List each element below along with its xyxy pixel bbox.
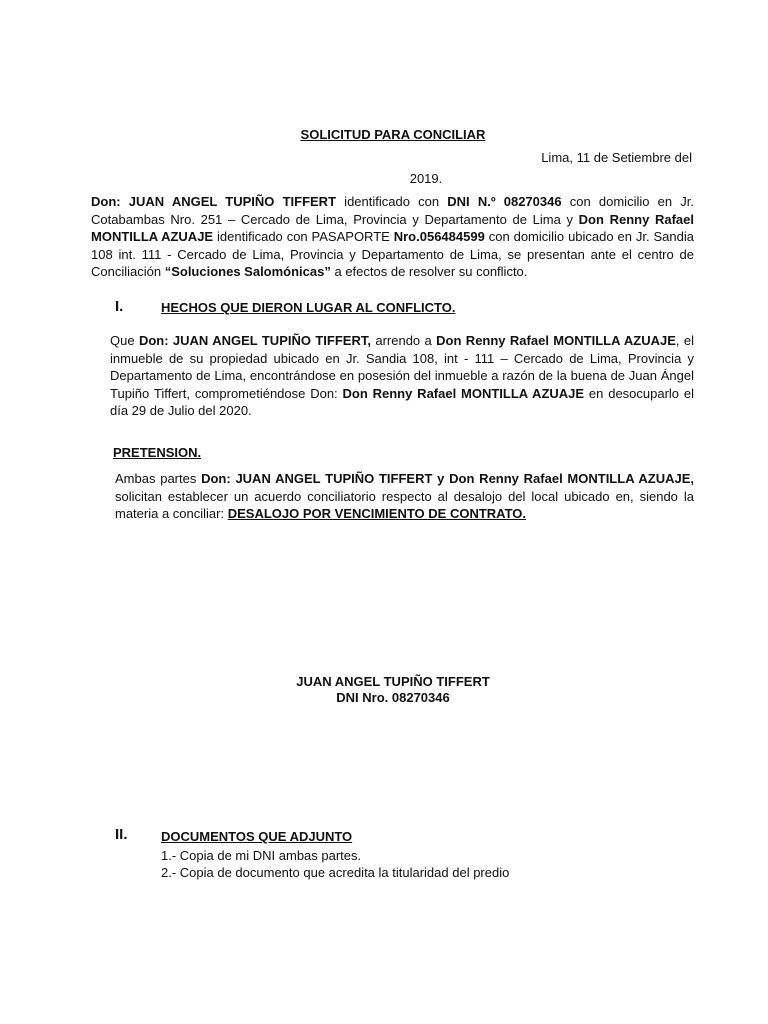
pretension-paragraph [115, 470, 694, 523]
section-1-heading: HECHOS QUE DIERON LUGAR AL CONFLICTO. [161, 300, 456, 315]
pretension-heading: PRETENSION. [113, 445, 202, 460]
facts-text: , el inmueble de su propiedad ubicado en Jr. Sandia 108, int - 111 – Cercado de Lima, Provincia y Departamento de Lima, encontrándose en posesión del inmueble a razón de la buena de Juan Ángel Tupiño Tiffert, comprometiéndose Don: [110, 333, 694, 401]
section-2-heading: DOCUMENTOS QUE ADJUNTO [161, 829, 353, 844]
list-item: 2.- Copia de documento que acredita la titularidad del predio [161, 865, 510, 880]
date-year: 2019. [409, 171, 443, 186]
conciliation-center: “Soluciones Salomónicas” [164, 264, 331, 279]
signature-dni: DNI Nro. 08270346 [336, 690, 450, 705]
documents-list [161, 847, 509, 881]
intro-text: identificado con [336, 194, 448, 209]
signature-block [0, 674, 768, 706]
intro-text: identificado con PASAPORTE [213, 229, 394, 244]
date-line: Lima, 11 de Setiembre del [541, 150, 692, 165]
matter-to-conciliate: DESALOJO POR VENCIMIENTO DE CONTRATO. [227, 506, 527, 521]
section-1-number: I. [115, 298, 124, 315]
pretension-text: Ambas partes [115, 471, 202, 486]
party-1-name: Don: JUAN ANGEL TUPIÑO TIFFERT [91, 194, 337, 209]
intro-text: con domicilio ubicado en Jr. Sandia 108 int. 111 - Cercado de Lima, Provincia y Departamento de Lima, se presentan ante el centro de Conciliación [91, 229, 694, 279]
facts-text: Que [110, 333, 139, 348]
intro-text: a efectos de resolver su conflicto. [330, 264, 528, 279]
section-2-number: II. [115, 826, 128, 843]
party-2-name: Don Renny Rafael MONTILLA AZUAJE [342, 385, 585, 401]
party-1-name: Don: JUAN ANGEL TUPIÑO TIFFERT, [138, 333, 371, 348]
facts-text: arrendo a [370, 333, 437, 348]
party-2-passport: Nro.056484599 [393, 229, 485, 244]
parties-names: Don: JUAN ANGEL TUPIÑO TIFFERT y Don Renny Rafael MONTILLA AZUAJE, [201, 471, 694, 486]
party-2-name: Don Renny Rafael MONTILLA AZUAJE [91, 211, 694, 244]
document-title: SOLICITUD PARA CONCILIAR [300, 127, 486, 142]
pretension-text: solicitan establecer un acuerdo conciliatorio respecto al desalojo del local ubicado en, siendo la materia a conciliar: [115, 488, 694, 521]
list-item: 1.- Copia de mi DNI ambas partes. [161, 848, 362, 863]
party-1-dni: DNI N.º 08270346 [447, 194, 562, 209]
facts-text: en desocuparlo el día 29 de Julio del 2020. [110, 385, 694, 418]
facts-paragraph [110, 332, 694, 420]
signature-name: JUAN ANGEL TUPIÑO TIFFERT [296, 674, 490, 689]
intro-paragraph [91, 193, 694, 281]
party-2-name: Don Renny Rafael MONTILLA AZUAJE [436, 333, 676, 348]
intro-text: con domicilio en Jr. Cotabambas Nro. 251 – Cercado de Lima, Provincia y Departamento de Lima y [91, 194, 694, 227]
